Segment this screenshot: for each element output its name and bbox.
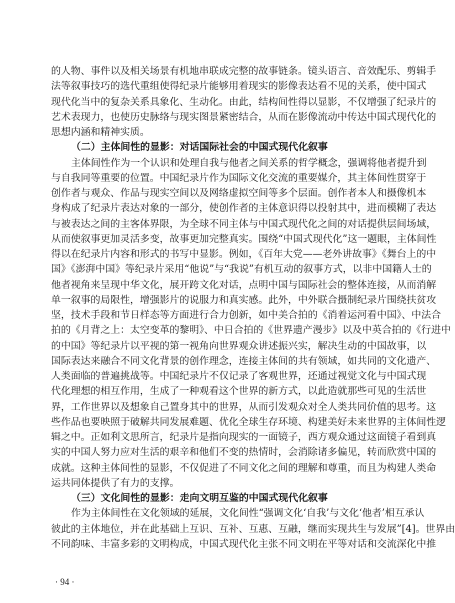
text-line: 创作者与观众、作品与现实空间以及网络虚拟空间等多个层面。创作者本人和摄像机本 bbox=[51, 188, 427, 199]
text-line: 得以在纪录片内容和形式的书写中显影。例如，《百年大党——老外讲故事》《舞台上的中 bbox=[51, 249, 437, 260]
text-line: 国际表达来融合不同文化背景的创作理念，连接主体间的共有领域，如共同的文化遗产、 bbox=[51, 355, 437, 367]
text-line: 单一叙事的局限性，增强影片的说服力和真实感。此外，中外联合摄制纪录片围绕扶贫攻 bbox=[51, 294, 437, 306]
text-line: 不同韵味、丰富多彩的文明构成，中国式现代化主张不同文明在平等对话和交流深化中推 bbox=[51, 538, 437, 550]
text-line: 的人物、事件以及相关场景有机地串联成完整的故事链条。镜头语言、音效配乐、剪辑手 bbox=[51, 66, 437, 77]
text-line: 身构成了纪录片表达对象的一部分，使创作者的主体意识得以投射其中，进而模糊了表达 bbox=[51, 203, 437, 215]
text-line: 他者视角来呈现中华文化，展开跨文化对话，点明中国与国际社会的整体连接，从而消解 bbox=[51, 279, 437, 291]
text-line: 的中国》等纪录片以平视的第一视角向世界观众讲述振兴实，解决生动的中国故事，以 bbox=[51, 340, 427, 352]
text-line: 现代化当中的复杂关系具象化、生动化。由此，结构间性得以显影，不仅增强了纪录片的 bbox=[51, 96, 437, 108]
page-number: · 94 · bbox=[55, 577, 75, 587]
text-line: 国》《澎湃中国》等纪录片采用“他说”与“我说”有机互动的叙事方式，以非中国籍人士的 bbox=[51, 264, 432, 276]
text-line: 成就。这种主体间性的显影，不仅促进了不同文化之间的理解和尊重，而且为构建人类命 bbox=[51, 462, 437, 474]
text-line: 辑之中。正如利文思所言，纪录片是指向现实的一面镜子，西方观众通过这面镜子看到真 bbox=[51, 432, 437, 443]
text-line: 代化理想的相互作用，生成了一种观看这个世界的新方式，以此造就那些可见的生活世 bbox=[51, 386, 427, 398]
text-line: 思想内涵和精神实质。 bbox=[51, 127, 150, 138]
text-line: 些作品也要映照于破解共同发展难题、优化全球生存环境、构建美好未来世界的主体间性逻 bbox=[51, 416, 447, 428]
text-line: 坚，技术手段和节日样态等方面进行合力创新，如中美合拍的《消着运河看中国》、中法合 bbox=[51, 310, 442, 321]
text-line: 作为主体间性在文化领域的延展，文化间性“强调文化‘自我’与文化‘他者’相互承认 bbox=[71, 508, 425, 520]
body-text bbox=[51, 64, 455, 552]
text-line: 界，工作世界以及想象自己置身其中的世界，从而引发观众对全人类共同价值的思考。这 bbox=[51, 401, 437, 413]
text-line: 法等叙事技巧的选代重组使得纪录片能够用着现实的影像表达看不见的关系，使中国式 bbox=[51, 81, 427, 93]
section-heading: （二）主体间性的显影：对话国际社会的中国式现代化叙事 bbox=[71, 142, 328, 154]
text-line: 运共同体提供了有力的支撑。 bbox=[51, 477, 180, 489]
text-line: 艺术表现力，也使历史脉络与现实图景紧密结合，从而在影像流动中传达中国式现代化的 bbox=[51, 111, 437, 123]
text-line: 从而使叙事更加灵活多变，故事更加完整真实。围绕“中国式现代化”这一题眼，主体间性 bbox=[51, 233, 437, 245]
text-line: 人类面临的普遍挑战等。中国纪录片不仅记录了客观世界，还通过视觉文化与中国式现 bbox=[51, 371, 427, 382]
section-heading: （三）文化间性的显影：走向文明互鉴的中国式现代化叙事 bbox=[71, 493, 328, 504]
text-line: 与自我同等重要的位置。中国纪录片作为国际文化交流的重要媒介，其主体间性贯穿于 bbox=[51, 172, 427, 184]
text-line: 与被表达之间的主客体界限，为全球不同主体与中国式现代化之间的对话提供层间场域， bbox=[51, 218, 437, 230]
text-line: 彼此的主体地位，并在此基础上互识、互补、互惠、互融，继而实现共生与发展”[4]。世界由 bbox=[51, 523, 455, 535]
text-line: 拍的《月背之上：太空变革的黎明》、中日合拍的《世界遗产漫步》以及中英合拍的《行进中 bbox=[51, 325, 451, 337]
text-line: 实的中国人努力应对生活的艰辛和他们不变的热情时，会消除诸多偏见，转而欣赏中国的 bbox=[51, 447, 437, 459]
text-line: 主体间性作为一个认识和处理自我与他者之间关系的哲学概念，强调将他者提升到 bbox=[71, 157, 427, 169]
